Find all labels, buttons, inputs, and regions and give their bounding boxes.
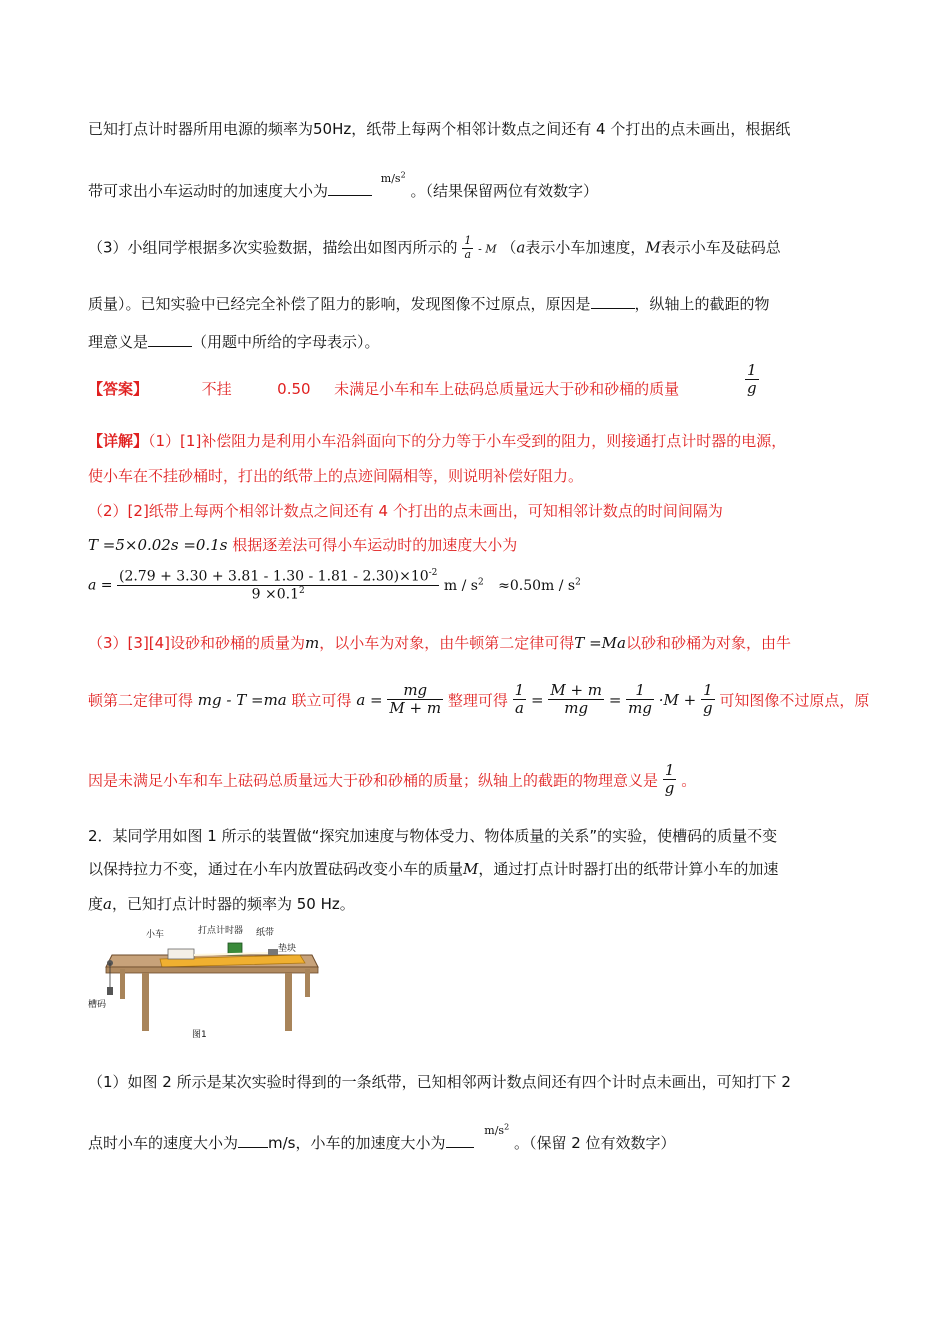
question-line [88, 1122, 676, 1153]
text: 。（保留 2 位有效数字） [513, 1134, 676, 1152]
math: M [645, 238, 661, 257]
answer-3: 未满足小车和车上砝码总质量远大于砂和砂桶的质量 [334, 380, 680, 398]
equation: a = [356, 690, 383, 709]
text: 以保持拉力不变，通过在小车内放置砝码改变小车的质量 [88, 860, 464, 878]
math: a [103, 895, 112, 913]
label-car: 小车 [146, 930, 165, 940]
answer-2: 0.50 [277, 380, 311, 398]
fraction: $\frac{1}{a}$ [514, 681, 525, 718]
fraction: $\frac{1}{mg}$ [628, 681, 652, 718]
hanging-weight [107, 987, 113, 995]
fraction: $\frac{1}{a}$ [464, 234, 472, 261]
fraction: $\frac{M + m}{mg}$ [550, 681, 603, 718]
text: （3）[3][4]设砂和砂桶的质量为 [88, 634, 306, 652]
table-leg [305, 969, 310, 997]
label-weight: 槽码 [88, 1000, 107, 1010]
text: 整理可得 [447, 691, 508, 710]
detail-line: 顿第二定律可得 mg - T =ma 联立可得 a = $\frac{mg}{M + m}$ 整理可得 $\frac{1}{a}$ = $\frac{M + m}{mg}$ = $\frac{1}{mg}$ ·M + $\frac{1}{g}$ 可知图像不过原点，原 [88, 681, 870, 718]
text: （ [501, 238, 517, 257]
detail-line [88, 430, 786, 451]
equation: mg - T =ma [197, 690, 287, 709]
table-edge [106, 967, 318, 973]
unit: m/s2 [380, 170, 406, 185]
figure-caption: 图1 [192, 1030, 207, 1040]
text: 因是未满足小车和车上砝码总质量远大于砂和砂桶的质量；纵轴上的截距的物理意义是 [88, 771, 659, 790]
detail-line [88, 500, 723, 521]
detail-label: 【详解】 [88, 432, 149, 450]
fraction: $\frac{1}{g}$ [703, 681, 713, 718]
label-tape: 纸带 [256, 928, 275, 938]
text: （1）如图 2 所示是某次实验时得到的一条纸带，已知相邻两计数点间还有四个计时点未画出，可知打下 2 [88, 1073, 791, 1091]
question-line [88, 858, 778, 879]
text: （1）[1]补偿阻力是利用小车沿斜面向下的分力等于小车受到的阻力，则接通打点计时器的电源， [148, 432, 787, 450]
equation: ·M + [658, 690, 697, 709]
text: 表示小车及砝码总 [660, 238, 781, 257]
text: 。 [681, 771, 697, 790]
question-line [88, 1071, 791, 1092]
text: 表示小车加速度， [525, 238, 646, 257]
table-leg [142, 973, 149, 1031]
answer-label: 【答案】 [88, 380, 149, 398]
text: 理意义是 [88, 333, 149, 351]
answer-blank [591, 307, 635, 309]
equation: T =Ma [574, 634, 626, 652]
answer-1: 不挂 [201, 380, 232, 398]
acceleration-equation: a = $\frac{(2.79 + 3.30 + 3.81 - 1.30 - 1.81 - 2.30)\times 10^{-2}}{9 \times 0.1^2}$ $m / s^2 \approx 0.50m / s^2$ [88, 568, 581, 603]
detail-line [88, 534, 517, 555]
text-line [88, 235, 781, 261]
question-line [88, 825, 777, 846]
text: 根据逐差法可得小车运动时的加速度大小为 [232, 536, 518, 554]
text-line [88, 170, 598, 201]
equation: T =5×0.02s =0.1s [88, 536, 228, 554]
text: 可知图像不过原点，原 [719, 691, 870, 710]
pad-block [268, 949, 278, 955]
math: a [516, 238, 526, 257]
fraction: $\frac{1}{g}$ [664, 761, 675, 798]
answer-blank [238, 1146, 268, 1148]
text: 已知打点计时器所用电源的频率为50Hz，纸带上每两个相邻计数点之间还有 4 个打出的点未画出，根据纸 [88, 120, 791, 138]
answer-blank [148, 345, 192, 347]
text: （2）[2]纸带上每两个相邻计数点之间还有 4 个打出的点未画出，可知相邻计数点的时间间隔为 [88, 502, 723, 520]
table-leg [285, 973, 292, 1031]
unit: m/s2 [484, 1122, 510, 1137]
detail-line [88, 762, 696, 798]
text: 联立可得 [291, 691, 352, 710]
text-line [88, 118, 790, 139]
detail-line [88, 632, 791, 653]
text: 顿第二定律可得 [88, 691, 194, 710]
text-line [88, 293, 770, 314]
text: ，已知打点计时器的频率为 50 Hz。 [111, 895, 355, 913]
text: 。（结果保留两位有效数字） [410, 182, 598, 200]
text: 点时小车的速度大小为 [88, 1134, 239, 1152]
detail-line [88, 465, 583, 486]
answer-4-fraction: $\frac{1}{g}$ [747, 361, 757, 398]
text: ，纵轴上的截距的物 [634, 295, 770, 313]
math: M [463, 860, 479, 878]
label-timer: 打点计时器 [198, 926, 244, 936]
text: 以砂和砂桶为对象，由牛 [625, 634, 791, 652]
figure-1 [88, 925, 330, 1040]
math: - M [478, 242, 497, 256]
text: （3）小组同学根据多次实验数据，描绘出如图丙所示的 [88, 238, 458, 257]
text: ，以小车为对象，由牛顿第二定律可得 [319, 634, 575, 652]
question-line [88, 893, 355, 914]
label-block: 垫块 [278, 944, 297, 954]
answer-blank [446, 1146, 474, 1148]
text: m/s，小车的加速度大小为 [268, 1134, 446, 1152]
table-leg [120, 969, 125, 999]
text-line [88, 331, 380, 352]
answer-blank [328, 194, 372, 196]
text: 度 [88, 895, 104, 913]
text: ，通过打点计时器打出的纸带计算小车的加速 [478, 860, 779, 878]
math: m [305, 634, 320, 652]
text: （用题中所给的字母表示）。 [192, 333, 380, 351]
text: 使小车在不挂砂桶时，打出的纸带上的点迹间隔相等，则说明补偿好阻力。 [88, 467, 584, 485]
text: 质量）。已知实验中已经完全补偿了阻力的影响，发现图像不过原点，原因是 [88, 295, 591, 313]
text: 带可求出小车运动时的加速度大小为 [88, 182, 329, 200]
fraction: $\frac{mg}{M + m}$ [389, 681, 442, 718]
text: 2．某同学用如图 1 所示的装置做“探究加速度与物体受力、物体质量的关系”的实验，使槽码的质量不变 [88, 827, 778, 845]
answer-line [88, 378, 679, 399]
cart [168, 949, 194, 959]
